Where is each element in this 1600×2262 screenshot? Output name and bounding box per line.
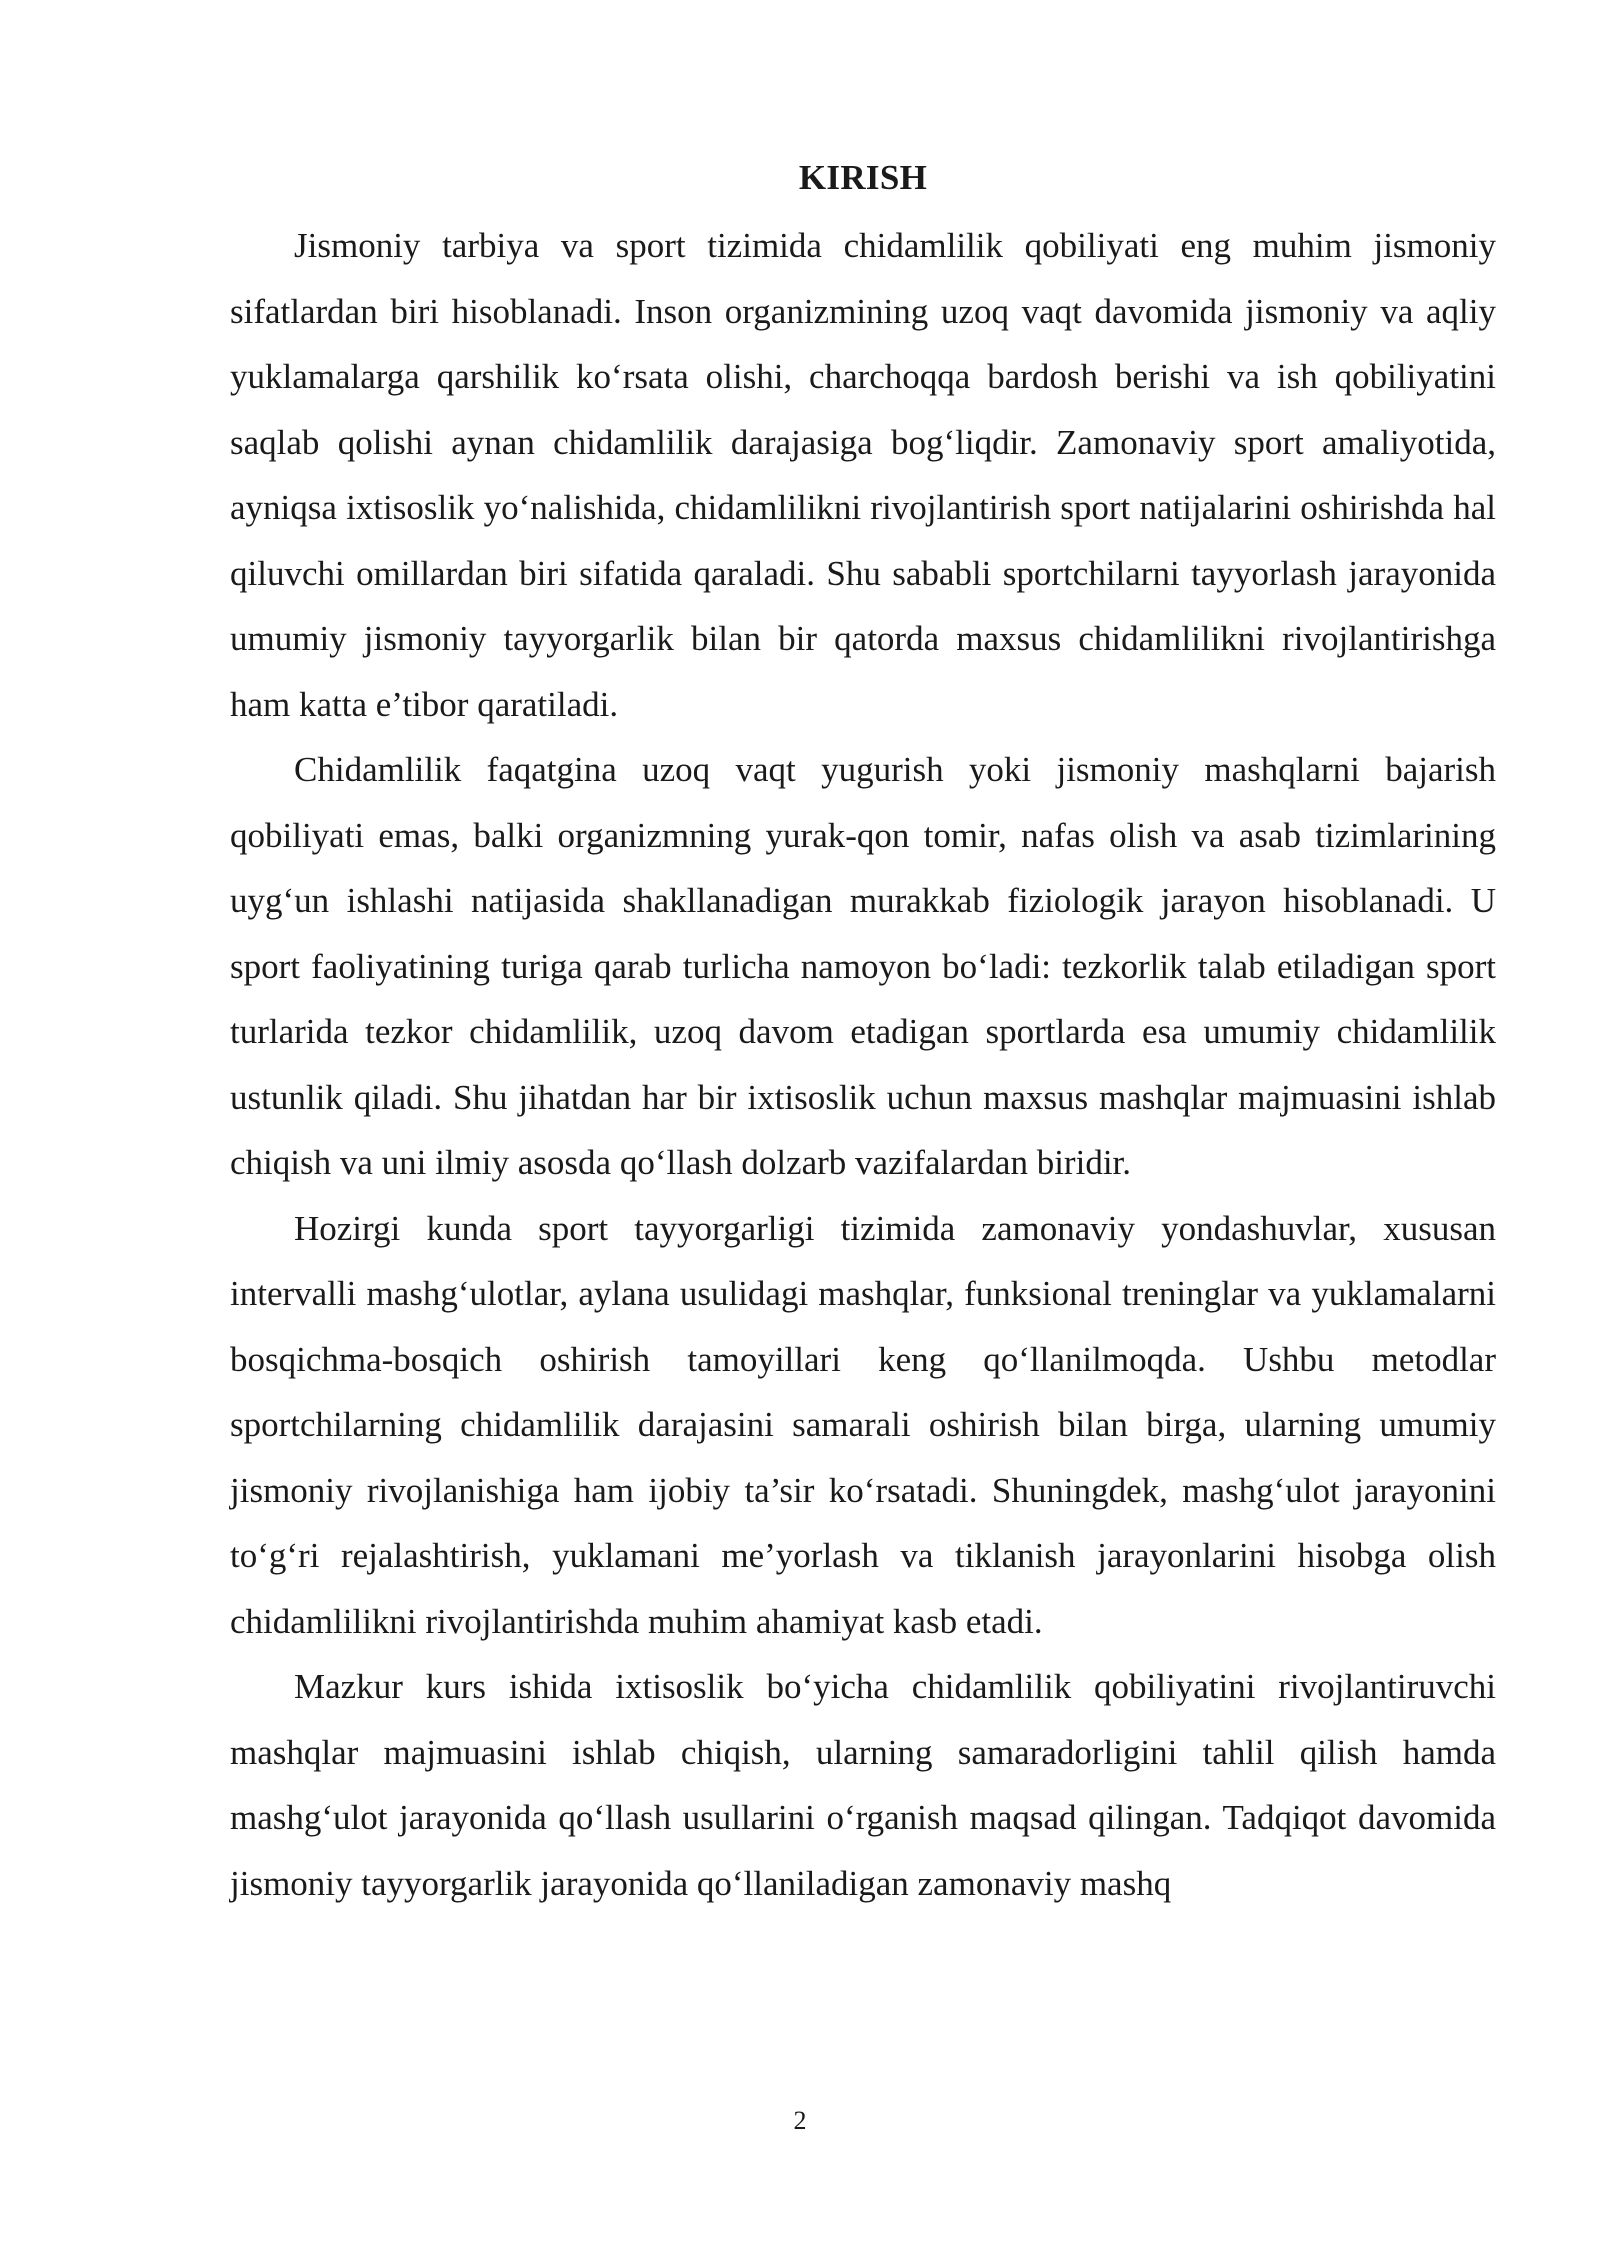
page-number: 2 xyxy=(793,2106,807,2135)
section-heading: KIRISH xyxy=(798,158,928,197)
paragraph-1: Jismoniy tarbiya va sport tizimida chidamlilik qobiliyati eng muhim jismoniy sifatlardan biri hisoblanadi. Inson organizmining uzoq vaqt davomida jismoniy va aqliy yuklamalarga qarshilik ko‘rsata olishi, charchoqqa bardosh berishi va ish qobiliyatini saqlab qolishi aynan chidamlilik darajasiga bog‘liqdir. Zamonaviy sport amaliyotida, ayniqsa ixtisoslik yo‘nalishida, chidamlilikni rivojlantirish sport natijalarini oshirishda hal qiluvchi omillardan biri sifatida qaraladi. Shu sababli sportchilarni tayyorlash jarayonida umumiy jismoniy tayyorgarlik bilan bir qatorda maxsus chidamlilikni rivojlantirishga ham katta e’tibor qaratiladi. xyxy=(230,226,1496,724)
paragraph-3: Hozirgi kunda sport tayyorgarligi tizimida zamonaviy yondashuvlar, xususan intervalli mashg‘ulotlar, aylana usulidagi mashqlar, funksional treninglar va yuklamalarni bosqichma-bosqich oshirish tamoyillari keng qo‘llanilmoqda. Ushbu metodlar sportchilarning chidamlilik darajasini samarali oshirish bilan birga, ularning umumiy jismoniy rivojlanishiga ham ijobiy ta’sir ko‘rsatadi. Shuningdek, mashg‘ulot jarayonini to‘g‘ri rejalashtirish, yuklamani me’yorlash va tiklanish jarayonlarini hisobga olish chidamlilikni rivojlantirishda muhim ahamiyat kasb etadi. xyxy=(230,1208,1496,1641)
page-body xyxy=(230,148,1496,1916)
paragraph-2: Chidamlilik faqatgina uzoq vaqt yugurish yoki jismoniy mashqlarni bajarish qobiliyati emas, balki organizmning yurak-qon tomir, nafas olish va asab tizimlarining uyg‘un ishlashi natijasida shakllanadigan murakkab fiziologik jarayon hisoblanadi. U sport faoliyatining turiga qarab turlicha namoyon bo‘ladi: tezkorlik talab etiladigan sport turlarida tezkor chidamlilik, uzoq davom etadigan sportlarda esa umumiy chidamlilik ustunlik qiladi. Shu jihatdan har bir ixtisoslik uchun maxsus mashqlar majmuasini ishlab chiqish va uni ilmiy asosda qo‘llash dolzarb vazifalardan biridir. xyxy=(230,750,1496,1182)
paragraph-4: Mazkur kurs ishida ixtisoslik bo‘yicha chidamlilik qobiliyatini rivojlantiruvchi mashqlar majmuasini ishlab chiqish, ularning samaradorligini tahlil qilish hamda mashg‘ulot jarayonida qo‘llash usullarini o‘rganish maqsad qilingan. Tadqiqot davomida jismoniy tayyorgarlik jarayonida qo‘llaniladigan zamonaviy mashq xyxy=(230,1667,1496,1903)
